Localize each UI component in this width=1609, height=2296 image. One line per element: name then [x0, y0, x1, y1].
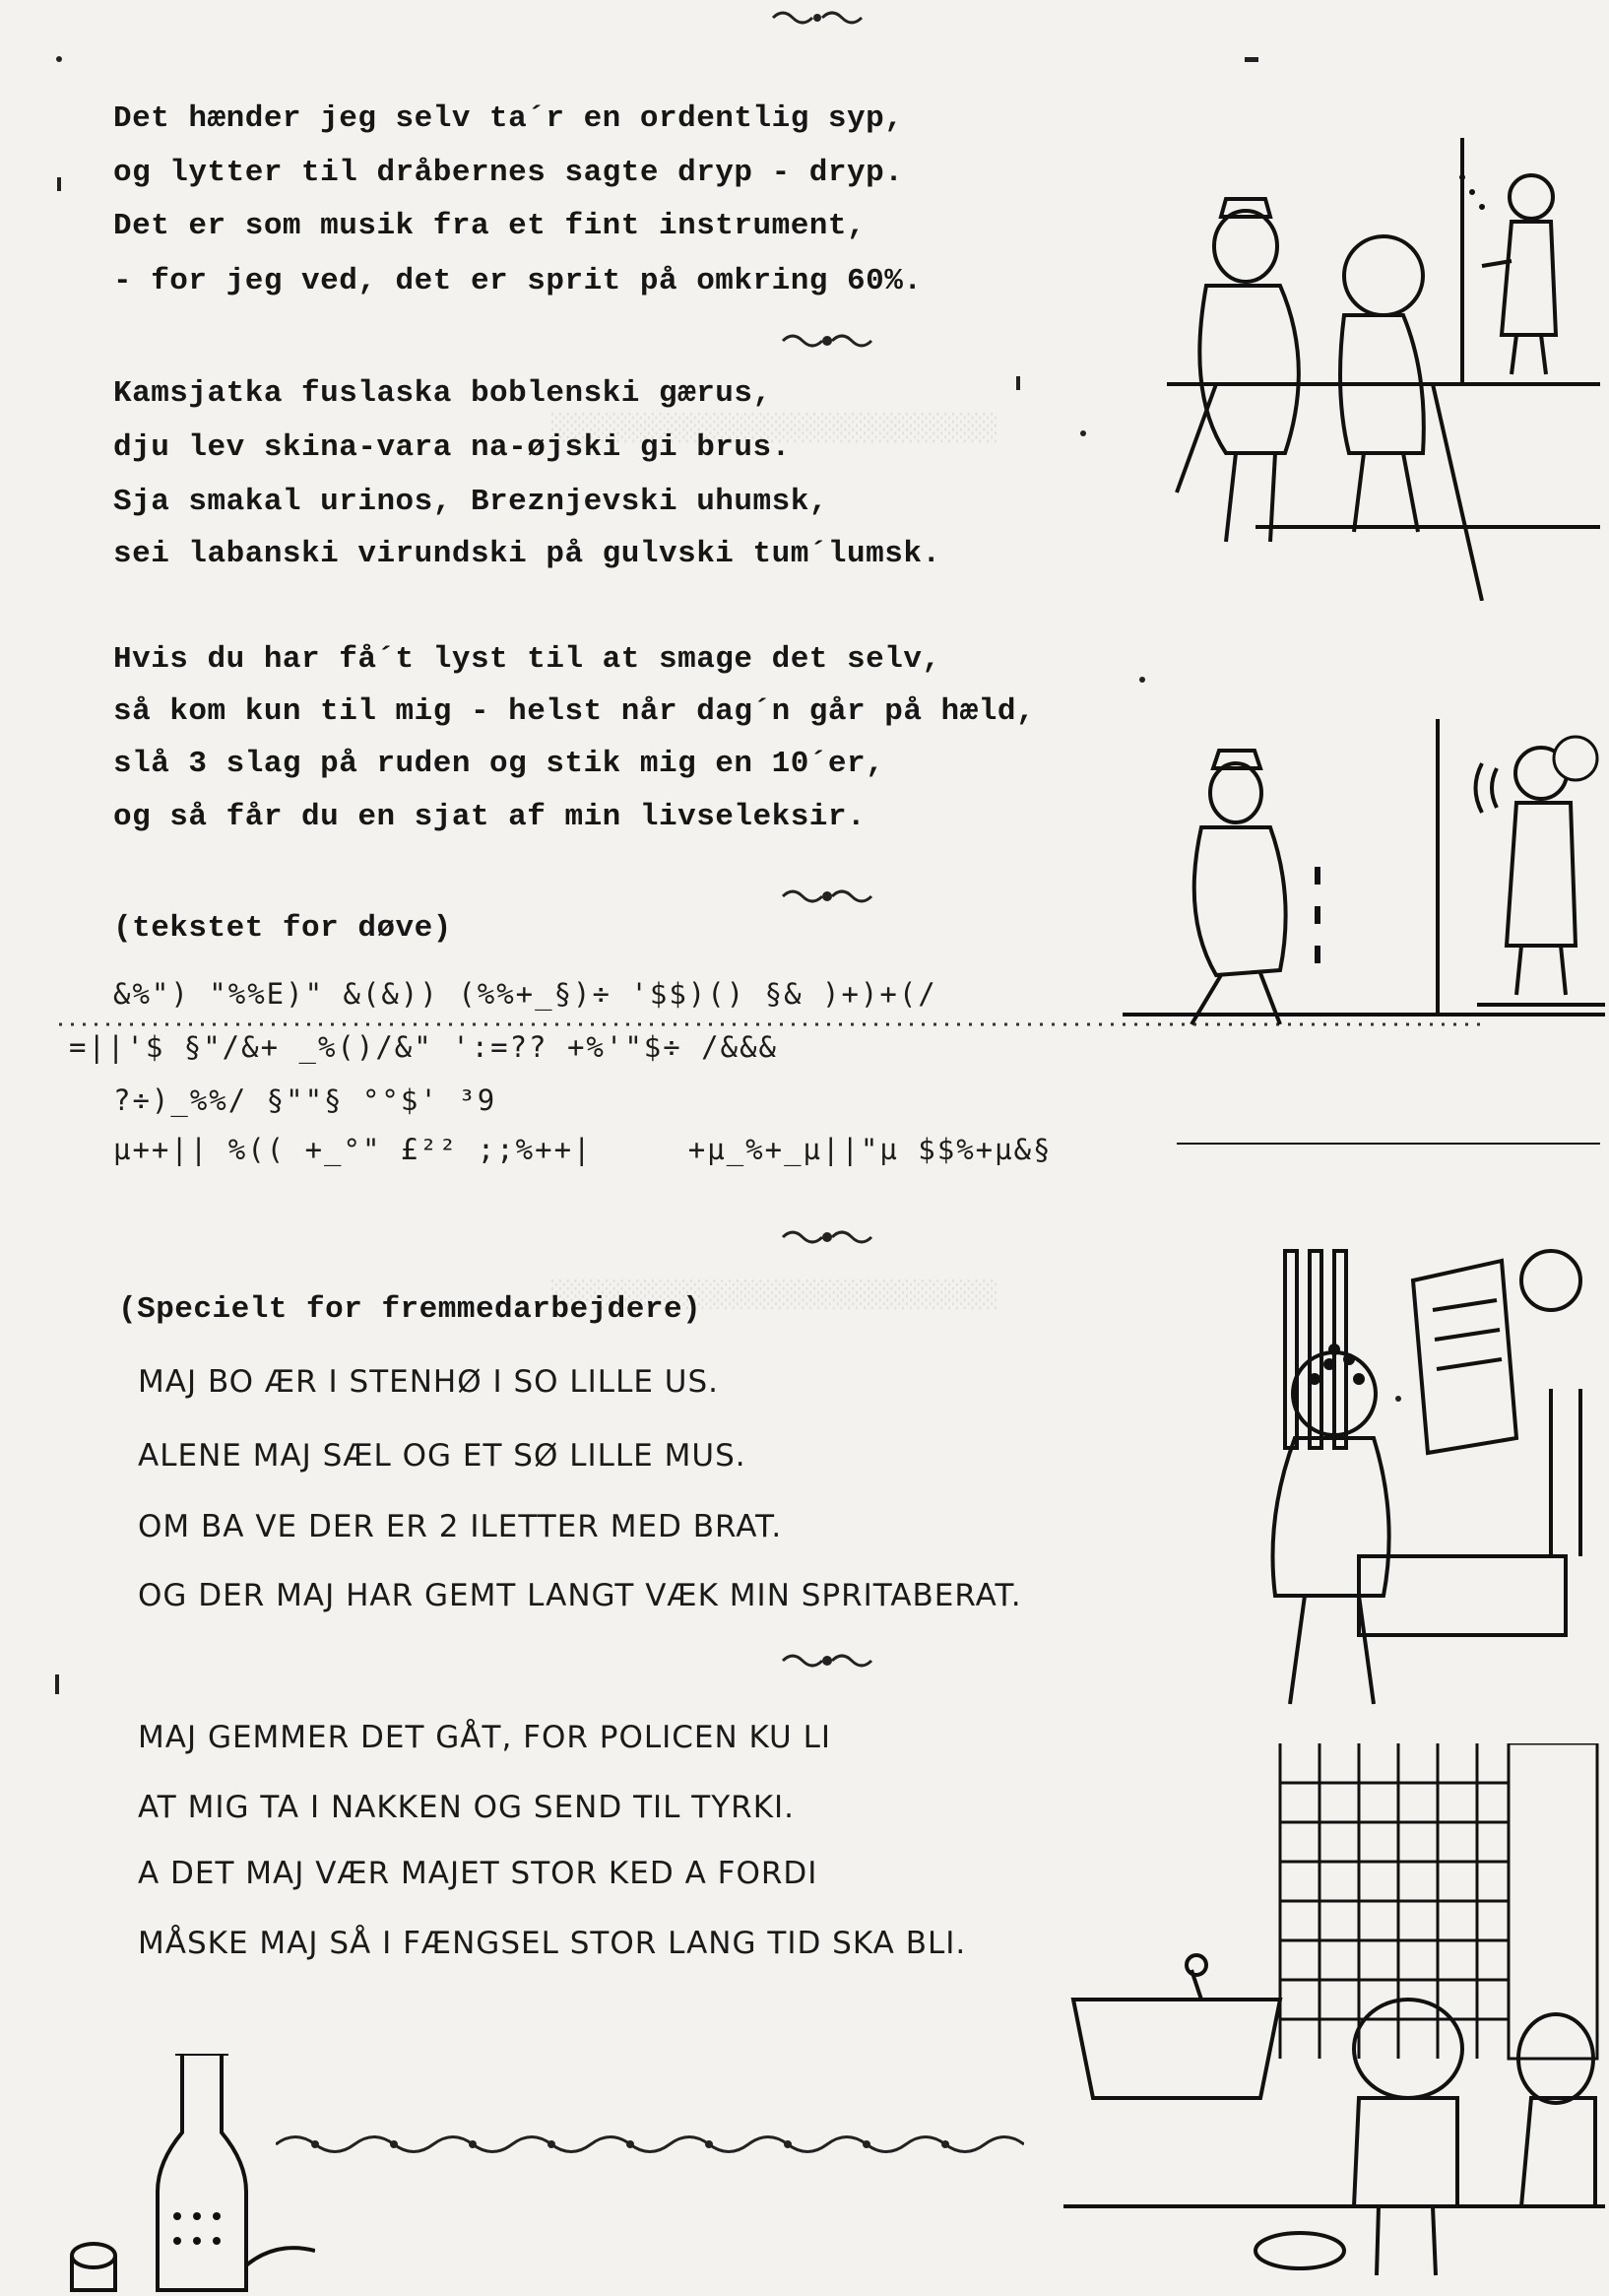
stanza3-line4: og så får du en sjat af min livseleksir. [113, 800, 867, 834]
stanza5-line3: A DET MAJ VÆR MAJET STOR KED A FORDI [138, 1856, 818, 1891]
bleed-through: ░░░░░░░░░░░░░░░░░░░░░░░░░░░░░ [551, 1280, 998, 1310]
stanza5-line1: MAJ GEMMER DET GÅT, FOR POLICEN KU LI [138, 1720, 832, 1755]
stanza3-line2: så kom kun til mig - helst når dag´n går på hæld, [113, 694, 1036, 729]
deaf-line1: &%") "%%E)" &(&)) (%%+_§)÷ '$$)() §& )+)+(/ [113, 977, 937, 1011]
deaf-line4: µ++|| %(( +_°" £²² ;;%++| +µ_%+_µ||"µ $$%+µ&§ [113, 1133, 1053, 1166]
deaf-heading: (tekstet for døve) [113, 911, 452, 946]
stanza3-line3: slå 3 slag på ruden og stik mig en 10´er, [113, 747, 885, 781]
deaf-line3: ?÷)_%%/ §""§ °°$' ³9 [113, 1083, 497, 1117]
stanza2-line3: Sja smakal urinos, Breznjevski uhumsk, [113, 485, 828, 519]
stanza4-line3: OM BA VE DER ER 2 ILETTER MED BRAT. [138, 1509, 783, 1544]
stanza1-line2: og lytter til dråbernes sagte dryp - dryp. [113, 156, 904, 190]
stanza5-line4: MÅSKE MAJ SÅ I FÆNGSEL STOR LANG TID SKA BLI. [138, 1926, 967, 1961]
stanza1-line1: Det hænder jeg selv ta´r en ordentlig syp, [113, 101, 904, 136]
deaf-line2: =||'$ §"/&+ _%()/&" ':=?? +%'"$÷ /&&& [69, 1030, 779, 1064]
stanza4-line4: OG DER MAJ HAR GEMT LANGT VÆK MIN SPRITABERAT. [138, 1578, 1022, 1613]
stanza3-line1: Hvis du har få´t lyst til at smage det selv, [113, 642, 941, 677]
stanza2-line2: dju lev skina-vara na-øjski gi brus. [113, 430, 791, 465]
foreign-heading: (Specielt for fremmedarbejdere) [118, 1292, 702, 1327]
stanza4-line1: MAJ BO ÆR I STENHØ I SO LILLE US. [138, 1364, 720, 1400]
stanza5-line2: AT MIG TA I NAKKEN OG SEND TIL TYRKI. [138, 1790, 796, 1825]
stanza4-line2: ALENE MAJ SÆL OG ET SØ LILLE MUS. [138, 1438, 746, 1474]
stanza1-line4: - for jeg ved, det er sprit på omkring 60%. [113, 264, 923, 298]
stanza2-line1: Kamsjatka fuslaska boblenski gærus, [113, 376, 772, 411]
bleed-through: ░░░░░░░░░░░░░░░░░░░░░░░░░░░░░ [551, 414, 998, 443]
stanza1-line3: Det er som musik fra et fint instrument, [113, 209, 867, 243]
stanza2-line4: sei labanski virundski på gulvski tum´lumsk. [113, 537, 941, 571]
